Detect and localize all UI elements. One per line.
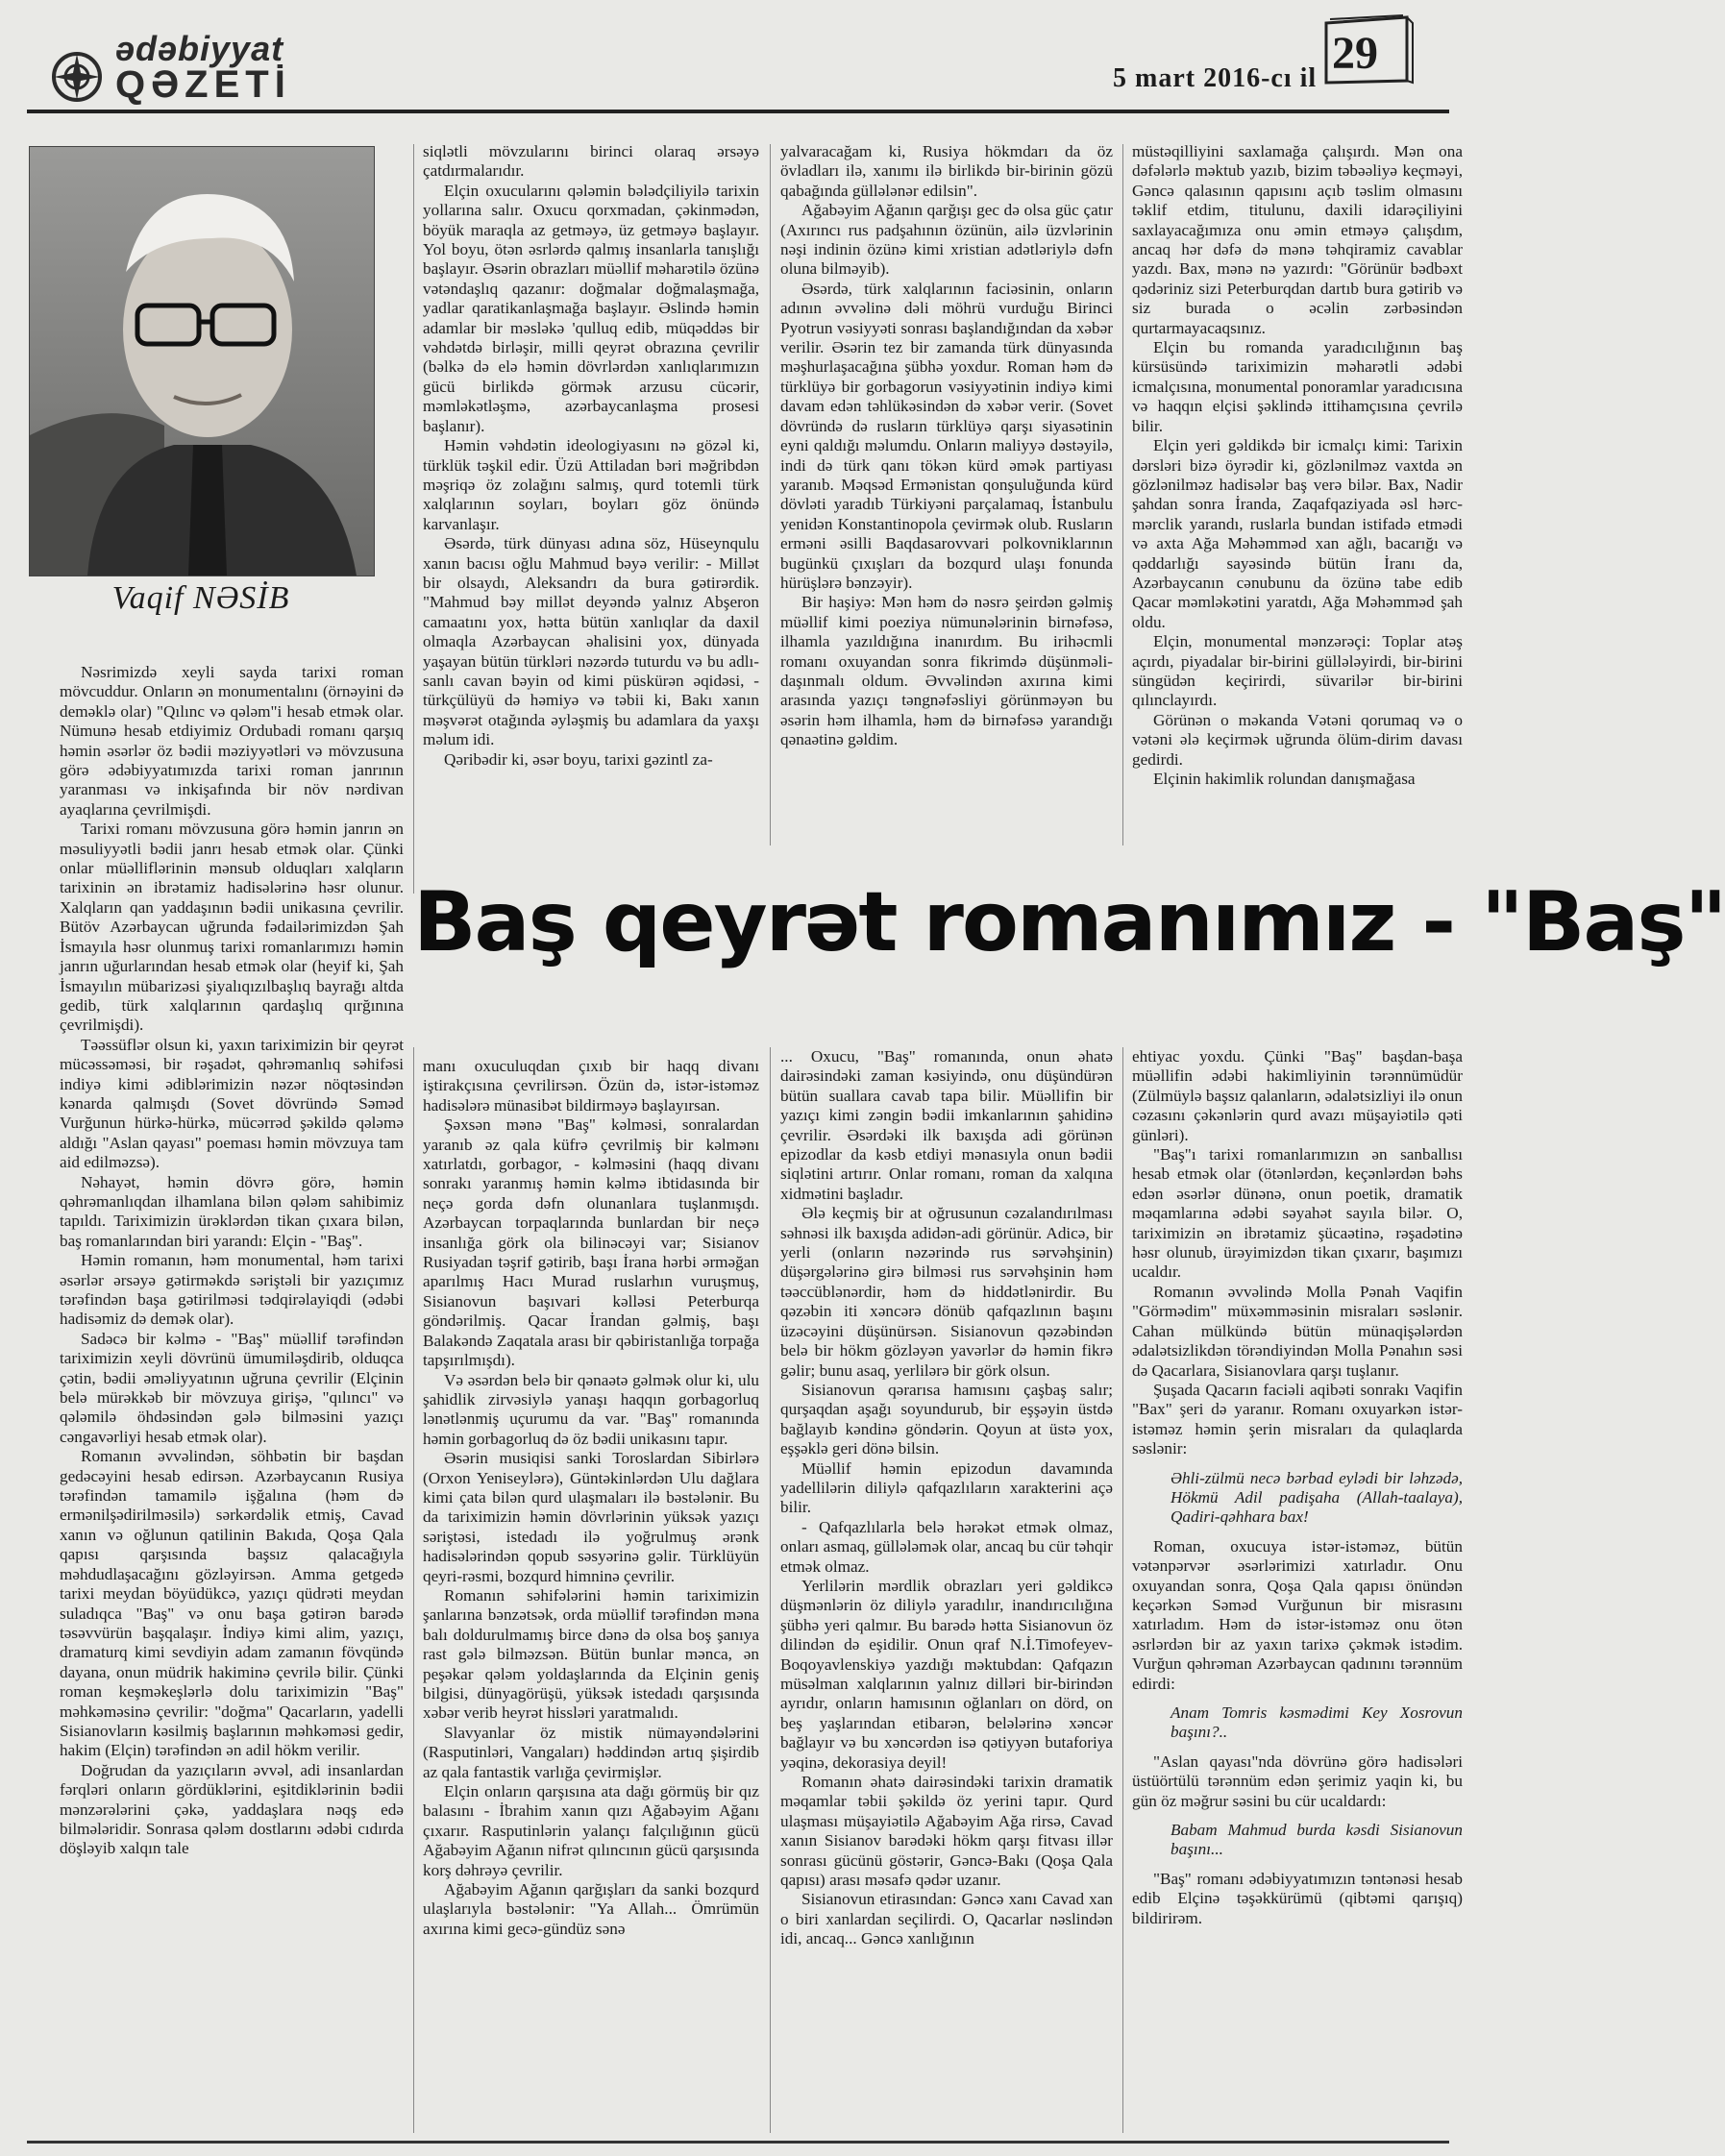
paragraph: Təəssüflər olsun ki, yaxın tariximizin bir qeyrət mücəssəməsi, bir rəşadət, qəhrəmanlıq səhifəsi indiyə kimi ədiblərimizin nəzər nöqtəsindən kənarda qalmışdı (Sovet dövründə Səməd Vurğunun hürkə-hürkə, mücərrəd şəkildə qələmə aldığı "Aslan qayası" poeması həmin mövzuya tam aid edilməzsə). — [60, 1035, 404, 1172]
paragraph: Nəhayət, həmin dövrə görə, həmin qəhrəmanlıqdan ilhamlana bilən qələm sahibimiz tapıldı. Tariximizin ürəklərdən tikan çıxara bilən, baş romanlarından biri yarandı: Elçin - "Baş". — [60, 1172, 404, 1250]
paragraph: "Aslan qayası"nda dövrünə görə hadisələri üstüörtülü tərənnüm edən şerimiz yaqin ki, bu gün öz məğrur səsini bu cür ucaldardı: — [1132, 1752, 1463, 1810]
paragraph: Görünən o məkanda Vətəni qorumaq və o vətəni ələ keçirmək uğrunda ölüm-dirim davası gedirdi. — [1132, 710, 1463, 769]
paragraph: Müəllif həmin epizodun davamında yadellilərin diliylə qafqazlıların xarakterini açə bilir. — [780, 1458, 1113, 1517]
article-column-6 — [780, 1047, 1113, 2133]
page-number: 29 — [1332, 28, 1378, 79]
paragraph: ... Oxucu, "Baş" romanında, onun əhatə dairəsindəki zaman kəsiyində, onu düşündürən bütün suallara cavab tapa bilir. Müəllifin bir yazıçı kimi zəngin bədii imkanlarının şahidinə çevrilir. Əsərdəki ilk baxışda adi görünən epizodlar da kəsb etdiyi mənasıyla onun bədii siqlətini artırır. Onlar romanı, roman da xalqına xidmətini başladır. — [780, 1047, 1113, 1203]
paragraph: Roman, oxucuya istər-istəməz, bütün vətənpərvər əsərlərimizi xatırladır. Onu oxuyandan sonra, Qoşa Qala qapısı önündən keçərkən Səməd Vurğunun bir misrasını xatırladım. Həm də istər-istəməz onu ötən əsrlərdən bir az yaxın tarixə çəkmək istədim. Vurğun qəhrəman Azərbaycan qadınını tərənnüm edirdi: — [1132, 1536, 1463, 1693]
paragraph: Əsərdə, türk dünyası adına söz, Hüseynqulu xanın bacısı oğlu Mahmud bəyə verilir: - Millət bir olsaydı, Aleksandrı da bura gətirərdik. "Mahmud bəy millət deyəndə yalnız Abşeron camaatını yox, hətta bütün xanlıqlar da daxil olmaqla Azərbaycan əhalisini yox, dünyada yaşayan bütün türkləri nəzərdə tuturdu və bu adlı-sanlı cavan bəyin od kimi püskürən əqidəsi, - türkçülüyü də həmiyə və təbii ki, Bakı xanın məşvərət otağında əyləşmiş bu adamlara da yaxşı məlum idi. — [423, 534, 759, 749]
paragraph: Slavyanlar öz mistik nümayəndələrini (Rasputinləri, Vangaları) həddindən artıq şişirdib az qala fantastik varlığa çevirmişlər. — [423, 1723, 759, 1781]
paragraph: ehtiyac yoxdu. Çünki "Baş" başdan-başa müəllifin ədəbi hakimliyinin tərənnümüdür (Zülmüylə başsız qalanların, ədalətsizliyi ilə onun cəzasını çəkənlərin qurd avazı müşayiətilə qəti günləri). — [1132, 1047, 1463, 1144]
paragraph: Və əsərdən belə bir qənaətə gəlmək olur ki, ulu şahidlik zirvəsiylə yanaşı haqqın gorbagorluq lənətlənmiş uçurumu da var. "Baş" romanında həmin gorbagorluq də öz bədii unikasını tapır. — [423, 1370, 759, 1448]
poem-quote: Əhli-zülmü necə bərbad eylədi bir ləhzədə, Hökmü Adil padişaha (Allah-taalaya), Qadiri-qəhhara bax! — [1171, 1468, 1463, 1527]
paragraph: "Baş"ı tarixi romanlarımızın ən sanballısı hesab etmək olar (ötənlərdən, keçənlərdən bəhs edən əsərlər dünənə, onun poetik, dramatik məqamlarına ədəbi səyahət sayıla bilər. O, tariximizin ən ibrətamiz şücaətinə, rəşadətinə həsr olunub, ürəyimizdən tikan çıxarır, başımızı ucaldır. — [1132, 1145, 1463, 1282]
masthead-rule — [27, 110, 1449, 113]
article-column-5 — [423, 1057, 759, 2143]
issue-date: 5 mart 2016-cı il — [1113, 63, 1318, 93]
author-photo — [29, 146, 375, 576]
paragraph: Sisianovun etirasından: Gəncə xanı Cavad xan o biri xanlardan seçilirdi. O, Qacarlar nəslindən idi, ancaq... Gəncə xanlığının — [780, 1890, 1113, 1948]
paragraph: Əsərin musiqisi sanki Toroslardan Sibirlərə (Orxon Yeniseylərə), Güntəkinlərdən Ulu dağlara kimi çata bilən qurd ulaşmaları ilə bəstələnir. Bu da tariximizin həmin dövrlərinin yüksək yazıçı səriştəsi, istedadı ilə yoğrulmuş ərənk hadisələrindən qopub səsyərinə gəlir. Türklüyün qeyri-rəsmi, bozqurd himninə çevrilir. — [423, 1449, 759, 1585]
article-column-7 — [1132, 1047, 1463, 2133]
paragraph: Həmin romanın, həm monumental, həm tarixi əsərlər ərsəyə gətirməkdə səriştəli bir yazıçımız tərəfindən başa gətirilməsi tədqirəlayiqdi (ədəbi hadisəmiz də demək olar). — [60, 1251, 404, 1329]
paragraph: Ələ keçmiş bir at oğrusunun cəzalandırılması səhnəsi ilk baxışda adidən-adi görünür. Adicə, bir yerli (onların nəzərində rus sərvəhşinin) düşərgələrinə girə bilməsi rus sərvəhşinin həm təəccüblənərdir, həm də hiddətlənirdir. Bu qəzəbin iti xəncərə dönüb qafqazlının başını üzəcəyini düşünürsən. Sisianovun qəzəbindən belə bir hökm gözləyən yavərlər də həmin fikrə gəlir; bunu asaq, yerlilərə bir görk olsun. — [780, 1204, 1113, 1380]
article-headline: Baş qeyrət romanımız - "Baş" — [413, 874, 1725, 970]
paragraph: - Qafqazlılarla belə hərəkət etmək olmaz, onları asmaq, güllələmək olar, ancaq bu cür təhqir etmək olmaz. — [780, 1517, 1113, 1576]
paragraph: Bir haşiyə: Mən həm də nəsrə şeirdən gəlmiş müəllif kimi poeziya nümunələrinin birnəfəsə, ilhamla yazıldığına inanırdım. Bu irihəcmli romanı oxuyandan sonra fikrimdə düşünməli-daşınmalı oldum. Əvvəlindən axırına kimi arasında yazıçı təngnəfəsliyi görünməyən bu əsərin həm ilhamla, həm də birnəfəsə yarandığı qənaətinə gəldim. — [780, 593, 1113, 749]
paragraph: Romanın əvvəlində Molla Pənah Vaqifin "Görmədim" müxəmməsinin misraları səslənir. Cahan mülkündə bütün münaqişələrdən ədalətsizlikdən törəndiyindən Molla Pənahın səsi də Qacarlara, Sisianovlara qarşı tuşlanır. — [1132, 1282, 1463, 1380]
newspaper-logo — [38, 29, 327, 106]
poem-quote: Anam Tomris kəsmədimi Key Xosrovun başını?.. — [1171, 1703, 1463, 1742]
bottom-rule — [27, 2141, 1449, 2144]
column-divider — [770, 1047, 771, 2133]
paragraph: Sadəcə bir kəlmə - "Baş" müəllif tərəfindən tariximizin xeyli dövrünü ümumiləşdirib, olduqca çətin, bədii əməliyyatının uğruna çevrilir (Elçinin belə mürəkkəb bir mövzuya girişə, "qılıncı" və qələmilə öhdəsindən gələ bilməsini yazıçı cəngavərliyi hesab etmək olar). — [60, 1329, 404, 1446]
emblem-icon — [48, 48, 106, 106]
paragraph: yalvaracağam ki, Rusiya hökmdarı da öz övladları ilə, xanımı ilə birlikdə bir-birinin gözü qabağında güllələnər edilsin". — [780, 142, 1113, 200]
paragraph: Elçin bu romanda yaradıcılığının baş kürsüsündə tariximizin məharətli ədəbi icmalçısına, monumental ponoramlar yaradıcısına və haqqın elçisi şəklində ittihamçısına çevrilə bilir. — [1132, 338, 1463, 435]
paragraph: Elçin, monumental mənzərəçi: Toplar atəş açırdı, piyadalar bir-birini güllələyirdi, bir-birini süngüdən keçirirdi, süvarilər bir-birini qılınclayırdı. — [1132, 632, 1463, 710]
paragraph: Romanın əhatə dairəsindəki tarixin dramatik məqamlar təbii şəkildə öz yerini tapır. Qurd ulaşması müşayiətilə Ağabəyim Ağa rirsə, Cavad xanın Sisianov barədəki hökm qarşı fitvası illər sonrası gücünü göstərir, Gəncə-Bakı (Qoşa Qala qapısı) arası məsafə qədər uzanır. — [780, 1773, 1113, 1890]
paragraph: Doğrudan da yazıçıların əvvəl, adi insanlardan fərqləri onların gördüklərini, eşitdiklərinin bədii mənzərələrini çəkə, yaddaşlara nəqş edə bilmələridir. Sonrasa qələm dostlarını ədəbi cıdırda döşləyib xalqın tale — [60, 1760, 404, 1858]
paragraph: Elçin onların qarşısına ata dağı görmüş bir qız balasını - İbrahim xanın qızı Ağabəyim Ağanı çıxarır. Rasputinlərin yalançı falçılığının gücü Ağabəyim Ağanın nifrət qılıncının gücü qarşısında korş dəhrəyə çevrilir. — [423, 1782, 759, 1879]
article-column-2 — [423, 142, 759, 868]
column-divider — [413, 1047, 414, 2133]
column-divider — [770, 144, 771, 845]
paragraph: manı oxuculuqdan çıxıb bir haqq divanı iştirakçısına çevrilirsən. Özün də, istər-istəməz hadisələrə münasibət bildirməyə başlayırsan. — [423, 1057, 759, 1115]
author-name: Vaqif NƏSİB — [111, 580, 290, 616]
column-divider — [1122, 144, 1123, 845]
column-divider — [413, 144, 414, 894]
masthead — [38, 23, 1461, 111]
paragraph: Şuşada Qacarın faciəli aqibəti sonrakı Vaqifin "Bax" şeri də yaranır. Romanı oxuyarkən istər-istəməz həmin şerin misraları da qulaqlarda səslənir: — [1132, 1380, 1463, 1458]
paragraph: Qəribədir ki, əsər boyu, tarixi gəzintl za- — [444, 749, 713, 769]
paragraph: Romanın əvvəlindən, söhbətin bir başdan gedəcəyini hesab edirsən. Azərbaycanın Rusiya tərəfindən tamamilə işğalına (həm də ermənilşədirilməsilə) sərkərdəlik etmiş, Cavad xanın və oğlunun qatilinin Bakıda, Qoşa Qala qapısı qarşısında başsız qalacağıyla məhdudlaşacağını gözləyirsən. Amma getgedə tarixi meydan böyüdükcə, yazıçı qüdrəti meydan suladıqca "Baş" və onu başa gətirən barədə təsəvvürün başqalaşır. İndiyə kimi alim, yazıçı, dramaturq kimi sevdiyin adam zamanın fövqündə dayana, onun müdrik hakiminə çevrilə bilir. Çünki roman keşməkeşlərlə dolu tariximizin "Baş" məhkəməsinə çevrilir: "doğma" Qacarların, yadelli Sisianovların kəsilmiş başlarının məhkəməsi gedir, hakim (Elçin) tərəfindən ən adil hökm verilir. — [60, 1447, 404, 1760]
paragraph: müstəqilliyini saxlamağa çalışırdı. Mən ona dəfələrlə məktub yazıb, bizim təbəəliyə keçməyi, Gəncə qalasının qapısını açıb təslim olmasını təklif etdim, titulunu, daxili idarəçiliyini saxlayacağımıza onu əmin etməyə çalışdım, ancaq hər dəfə də mənə təhqiramiz cavablar yazdı. Bax, mənə nə yazırdı: "Görünür bədbəxt qədəriniz sizi Peterburqdan dartıb bura gətirib və siz burada o əcəlin zərbəsindən qurtarmayacaqsınız. — [1132, 142, 1463, 337]
paragraph: Romanın səhifələrini həmin tariximizin şanlarına bənzətsək, orda müəllif tərəfindən məna balı doldurulmamış birce dənə də olsa boş şanıya rast gələ bilməzsən. Bütün bunlar mənca, ən peşəkar qələm yoldaşlarında da Elçinin geniş bilgisi, dünyagörüşü, yüksək istedadı qarşısında xəbər verib heyrət hissləri yaratmalıdı. — [423, 1585, 759, 1723]
paragraph: Elçin oxucularını qələmin bələdçiliyilə tarixin yollarına salır. Oxucu qorxmadan, çəkinmədən, böyük maraqla az getməyə, üz getməyə başlayır. Yol boyu, ötən əsrlərdə qalmış insanlarla tanışlığı başlayır. Əsərin obrazları müəllif məharətilə özünə vətəndaşlıq qazanır: doğmalar doğmalaşmağa, yadlar qaratikanlaşmağa başlayır. Əslində həmin adamlar bir məsləkə 'qulluq edib, müqəddəs bir vəhdətdə birləşir, milli qeyrət obrazına çevrilir (bəlkə də elə həmin dövrlərdən xanlıqlarımızın gücü birlikdə görmək arzusu cücərir, məmləkətləşmə, azərbaycanlaşma prosesi başlanır). — [423, 181, 759, 435]
logo-line-2: QƏZETİ — [115, 63, 291, 106]
paragraph: Sisianovun qərarısa hamısını çaşbaş salır; qurşaqdan aşağı soyundurub, bir eşşəyin üstdə bağlayıb kəndinə göndərin. Qoyun at üstə yox, eşşəklə geri dönə bilsin. — [780, 1380, 1113, 1458]
paragraph: "Baş" romanı ədəbiyyatımızın təntənəsi hesab edib Elçinə təşəkkürümü (qibtəmi qarışıq) bildirirəm. — [1132, 1869, 1463, 1927]
poem-quote: Babam Mahmud burda kəsdi Sisianovun başını... — [1171, 1821, 1463, 1859]
article-column-1 — [60, 663, 404, 2133]
article-column-4 — [1132, 142, 1463, 848]
paragraph: Şəxsən mənə "Baş" kəlməsi, sonralardan yaranıb əz qala küfrə çevrilmiş bir kəlmənı xatırlatdı, gorbagor, - kəlməsini (haqq divanı sonrakı yaranmış həmin kəlmə ibtidasında bir neçə gorda dəfn olunanlara tuşlanmışdı. Azərbaycan torpaqlarında bunlardan bir neçə insanlığa görk ola bilinəcəyi var; Sisianov Rusiyadan təşrif gətirib, başı İrana hərbi ərməğan aparılmış Hacı Murad ruslarhın vuruşmuş, Sisianovun başıvari kəlləsi Peterburqa göndərilmiş. Qacar İrandan gəlmiş, başı Balakəndə Zaqatala arası bir qəbiristanlığa torpağa tapşırılmışdı). — [423, 1115, 759, 1370]
paragraph: Tarixi romanı mövzusuna görə həmin janrın ən məsuliyyətli bədii janrı hesab etmək olar. Çünki onlar müəlliflərinin mənsub olduqları xalqların tarixinin ən ibrətamiz hadisələrinə həsr olunur. Xalqların qan yaddaşının bədii unikasına çevrilir. Bütöv Azərbaycan uğrunda fədailərimizdən Şah İsmayıla həsr olunmuş tarixi romanlarımızı həmin janrın uğurlarından hesab etmək olar (heyif ki, Şah İsmayılın mübarizəsi şiyalıqızılbaşlıq bayrağı altda gedib, türk xalqlarının qardaşlıq qırğınına çevrilmişdi). — [60, 820, 404, 1035]
paragraph: Elçin yeri gəldikdə bir icmalçı kimi: Tarixin dərsləri bizə öyrədir ki, gözlənilməz vaxtda ən gözlənilməz hadisələr baş verə bilər. Bax, Nadir şahdan sonra İranda, Zaqafqaziyada əsl hərc-mərclik yarandı, ruslarla bundan istifadə etmədi və axta Ağa Məhəmməd xan ağlı, bacarığı və qəddarlığı sayəsində bütün İranı da, Azərbaycanın cənubunu da özünə tabe edib Qacar məmləkətini yaratdı, Ağa Məhəmməd şah oldu. — [1132, 436, 1463, 631]
paragraph: Yerlilərin mərdlik obrazları yeri gəldikcə düşmənlərin öz diliylə yaradılır, inandırıcılığına şübhə yeri qalmır. Bu barədə hətta Sisianovun öz dilindən də eşidilir. Onun qraf N.İ.Timofeyev-Boqoyavlenskiyə yazdığı məktubdan: Qafqazın müsəlman xalqlarının yalnız dilləri bir-birindən ayrıdır, onların hamısının oğlanları on dörd, on beş yaşlarından etibarən, belələrinə xəncər bağlayır və bu xəncərdən isə qətiyyən butaforiya yəqinə, dekorasiya deyil! — [780, 1576, 1113, 1772]
paragraph: Həmin vəhdətin ideologiyasını nə gözəl ki, türklük təşkil edir. Üzü Attiladan bəri məğribdən məşriqə öz zolağını salmış, qurd totemli türk xalqlarının soyları, boyları göz önündə karvanlaşır. — [423, 436, 759, 533]
paragraph: Ağabəyim Ağanın qarğışları da sanki bozqurd ulaşlarıyla bəstələnir: "Ya Allah... Ömrümün axırına kimi gecə-gündüz sənə — [423, 1880, 759, 1938]
column-divider — [1122, 1047, 1123, 2133]
paragraph: Ağabəyim Ağanın qarğışı gec də olsa güc çatır (Axırıncı rus padşahının özünün, ailə üzvlərinin nəşi indinin özünə kimi xristian adətləriylə dəfn oluna bilməyib). — [780, 201, 1113, 279]
paragraph: siqlətli mövzularını birinci olaraq ərsəyə çatdırmalarıdır. — [423, 142, 759, 181]
paragraph: Elçinin hakimlik rolundan danışmağasa — [1153, 770, 1416, 788]
article-column-3 — [780, 142, 1113, 848]
paragraph: Əsərdə, türk xalqlarının faciəsinin, onların adının əvvəlinə dəli möhrü vurduğu Birinci Pyotrun vəsiyyəti sonrası başlandığından da xəbər verilir. Əsərin tez bir zamanda türk dünyasında məşhurlaşacağına şübhə yoxdur. Roman həm də türklüyə bir gorbagorun vəsiyyətinin indiyə kimi davam edən təhlükəsindən də xəbər verir. (Sovet dövründə də rusların türklüyə qarşı siyasətinin eyni qaldığı məlumdu. Onların maliyyə dəstəyilə, indi də türk qanı tökən kürd əmək partiyası yaranıb. Məqsəd Ermənistan qonşuluğunda kürd dövləti yaradıb Türkiyəni parçalamaq, İstanbulu yenidən Konstantinopola çevirmək olub. Rusların erməni əsilli Baqdasarovvari polkovniklarının bugünkü çıxışları da bozqurd ulaşı fonunda hürüşlərə bənzəyir). — [780, 279, 1113, 592]
paragraph: Nəsrimizdə xeyli sayda tarixi roman mövcuddur. Onların ən monumentalını (örnəyini də deməklə olar) "Qılınc və qələm"i hesab etmək olar. Nümunə hesab etdiyimiz Ordubadi romanı qarşıq həmin əsərlər öz bədii məziyyətləri və mövzusuna görə ədəbiyyatımızda tarixi roman janrının yaranması və inkişafında bir növ nərdivan ayaqlarına çevrilmişdi. — [60, 663, 404, 819]
logo-line-1: ədəbiyyat — [115, 29, 284, 68]
